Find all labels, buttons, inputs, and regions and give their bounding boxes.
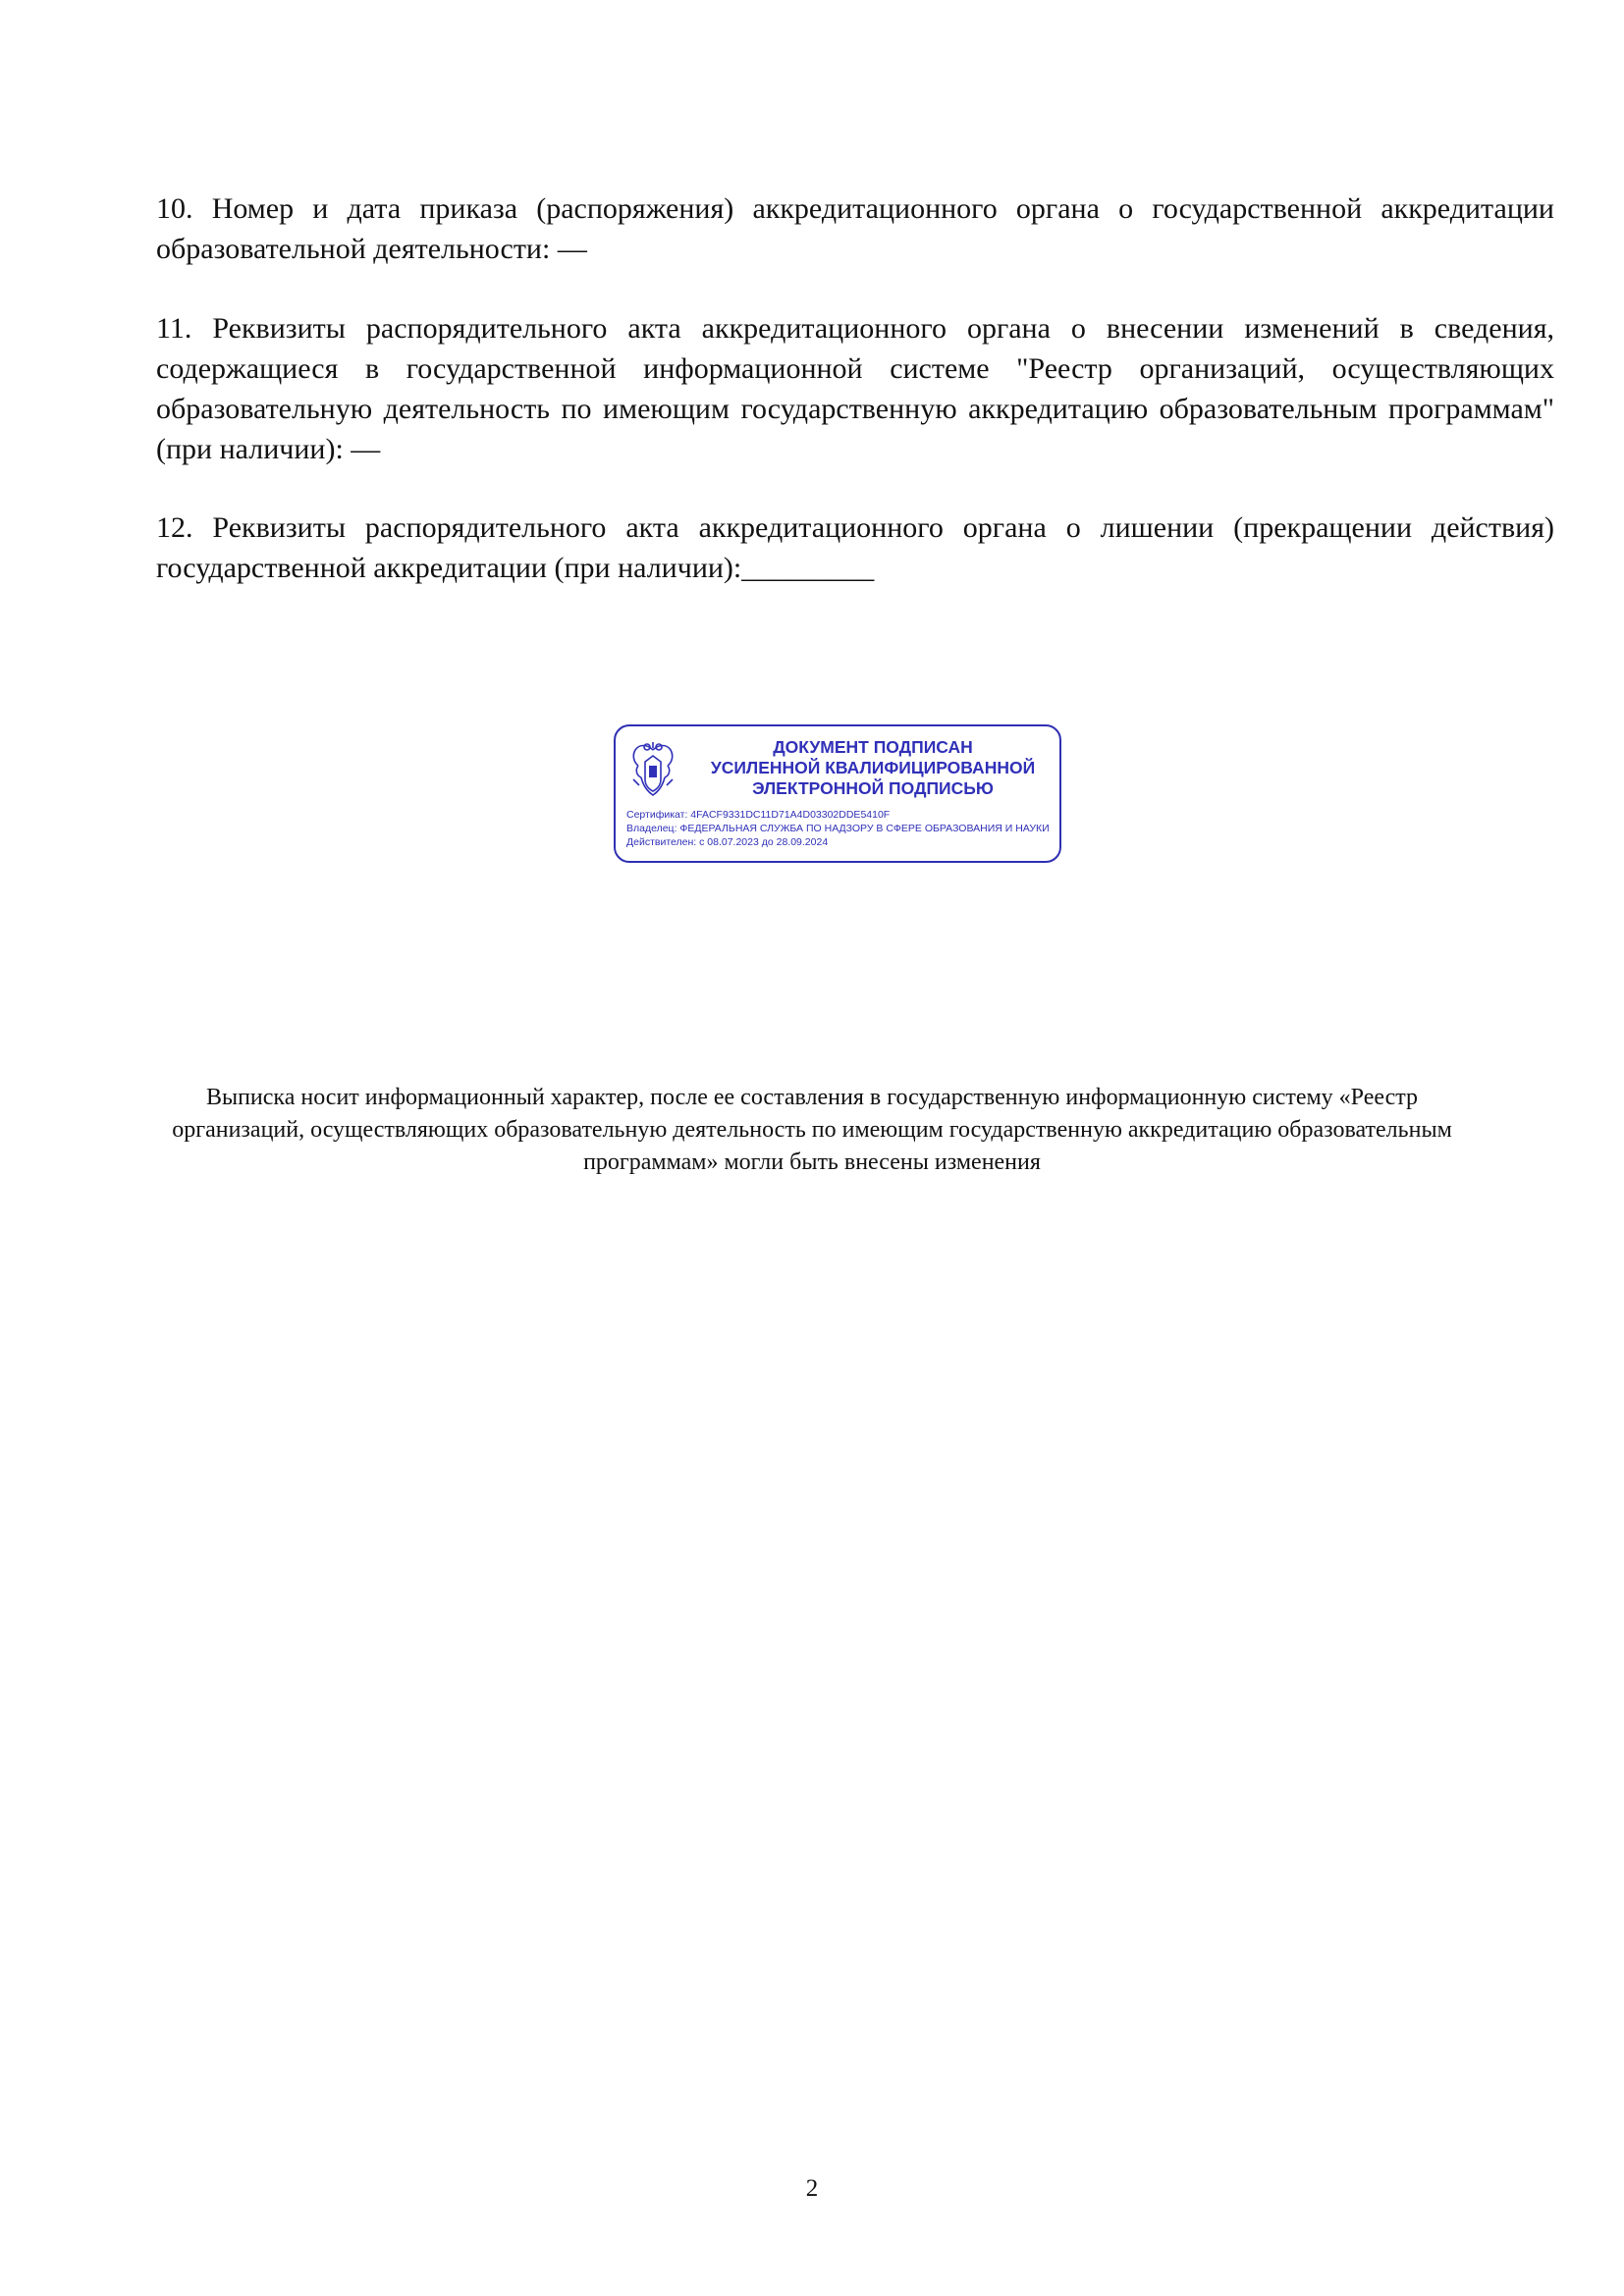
stamp-validity: Действителен: с 08.07.2023 до 28.09.2024 bbox=[626, 836, 829, 848]
clause-11: 11. Реквизиты распорядительного акта аккредитационного органа о внесении изменений в сведения, содержащиеся в государственной информационной системе "Реестр организаций, осуществляющих образовательную деятельность по имеющим государственную аккредитацию образовательным программам" (при наличии): — bbox=[156, 312, 1554, 465]
information-notice: Выписка носит информационный характер, после ее составления в государственную информационную систему «Реестр организаций, осуществляющих образовательную деятельность по имеющим государственную аккредитацию образовательным программам» могли быть внесены изменения bbox=[172, 1085, 1452, 1175]
electronic-signature-stamp bbox=[614, 724, 1061, 863]
stamp-title: ДОКУМЕНТ ПОДПИСАН УСИЛЕННОЙ КВАЛИФИЦИРОВАННОЙ ЭЛЕКТРОННОЙ ПОДПИСЬЮ bbox=[710, 737, 1036, 798]
stamp-owner: Владелец: ФЕДЕРАЛЬНАЯ СЛУЖБА ПО НАДЗОРУ В СФЕРЕ ОБРАЗОВАНИЯ И НАУКИ bbox=[626, 823, 1050, 834]
clause-12: 12. Реквизиты распорядительного акта аккредитационного органа о лишении (прекращении действия) государственной аккредитации (при наличии):_________ bbox=[156, 511, 1554, 584]
clause-10: 10. Номер и дата приказа (распоряжения) аккредитационного органа о государственной аккредитации образовательной деятельности: — bbox=[156, 192, 1554, 265]
coat-of-arms-icon bbox=[627, 740, 678, 799]
stamp-certificate: Сертификат: 4FACF9331DC11D71A4D03302DDE5410F bbox=[626, 809, 891, 821]
page-number: 2 bbox=[805, 2175, 819, 2202]
